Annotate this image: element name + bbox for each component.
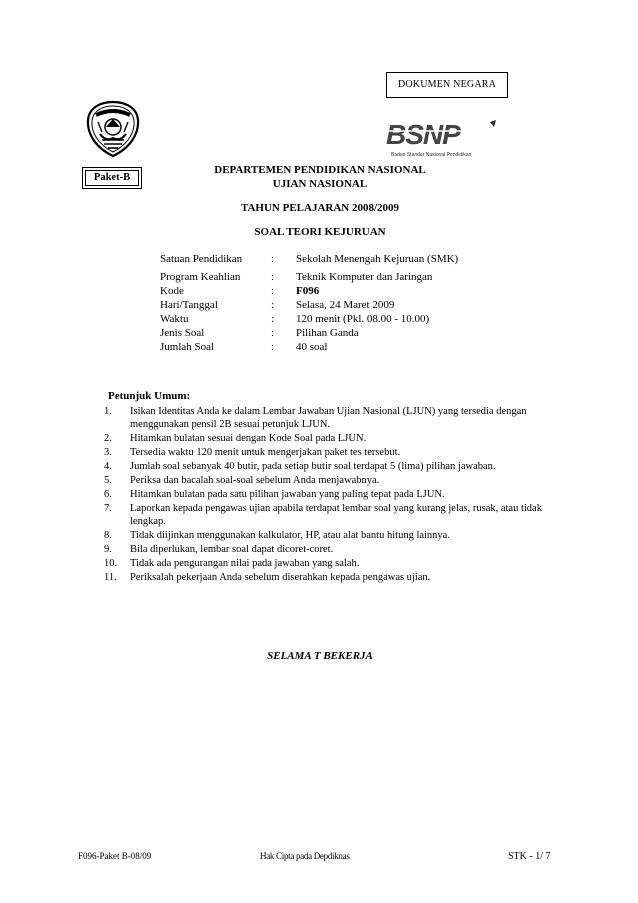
footer-copyright: Hak Cipta pada Depdiknas bbox=[260, 851, 350, 861]
info-label: Jumlah Soal bbox=[160, 341, 215, 353]
instruction-text: Periksa dan bacalah soal-soal sebelum Anda menjawabnya. bbox=[130, 475, 380, 486]
instruction-text: Tidak ada pengurangan nilai pada jawaban yang salah. bbox=[130, 558, 360, 569]
instructions-title: Petunjuk Umum: bbox=[108, 390, 191, 402]
instruction-number: 3. bbox=[104, 447, 112, 458]
instruction-number: 10. bbox=[104, 558, 118, 569]
instruction-text: Hitamkan bulatan pada satu pilihan jawaban yang paling tepat pada LJUN. bbox=[130, 489, 445, 500]
info-label: Waktu bbox=[160, 313, 189, 325]
academic-year-title: TAHUN PELAJARAN 2008/2009 bbox=[240, 202, 400, 214]
paket-label: Paket-B bbox=[93, 172, 131, 183]
instruction-number: 2. bbox=[104, 433, 112, 444]
info-label: Kode bbox=[160, 285, 184, 297]
info-colon: : bbox=[271, 313, 275, 325]
paket-label-box bbox=[82, 167, 142, 189]
instruction-number: 4. bbox=[104, 461, 112, 472]
tut-wuri-handayani-emblem bbox=[82, 98, 144, 160]
instruction-text: Isikan Identitas Anda ke dalam Lembar Jawaban Ujian Nasional (LJUN) yang tersedia dengan menggunakan pensil 2B sesuai petunjuk LJUN. bbox=[130, 406, 527, 431]
info-value: Sekolah Menengah Kejuruan (SMK) bbox=[296, 253, 459, 265]
info-label: Hari/Tanggal bbox=[160, 299, 218, 311]
instruction-text: Tersedia waktu 120 menit untuk mengerjakan paket tes tersebut. bbox=[130, 447, 401, 458]
instruction-item bbox=[104, 405, 554, 432]
footer-page-number: STK - 1/ 7 bbox=[508, 851, 551, 862]
footer-code: F096-Paket B-08/09 bbox=[78, 851, 152, 861]
instruction-text: Hitamkan bulatan sesuai dengan Kode Soal pada LJUN. bbox=[130, 433, 367, 444]
info-colon: : bbox=[271, 253, 275, 265]
instruction-number: 11. bbox=[104, 572, 117, 583]
info-label: Satuan Pendidikan bbox=[160, 253, 243, 265]
exam-title: UJIAN NASIONAL bbox=[272, 178, 368, 190]
instruction-number: 9. bbox=[104, 544, 112, 555]
info-colon: : bbox=[271, 285, 275, 297]
info-value: 40 soal bbox=[296, 341, 328, 353]
instruction-number: 1. bbox=[104, 406, 112, 417]
department-title: DEPARTEMEN PENDIDIKAN NASIONAL bbox=[214, 164, 426, 176]
instruction-text: Laporkan kepada pengawas ujian apabila terdapat lembar soal yang kurang jelas, rusak, atau tidak lengkap. bbox=[130, 503, 542, 528]
subject-title: SOAL TEORI KEJURUAN bbox=[254, 226, 386, 238]
info-value: 120 menit (Pkl. 08.00 - 10.00) bbox=[296, 313, 430, 325]
bsnp-logo bbox=[386, 118, 511, 162]
info-colon: : bbox=[271, 299, 275, 311]
info-colon: : bbox=[271, 271, 275, 283]
instruction-number: 8. bbox=[104, 530, 112, 541]
info-label: Jenis Soal bbox=[160, 327, 205, 339]
instruction-number: 5. bbox=[104, 475, 112, 486]
info-value: F096 bbox=[296, 285, 320, 297]
instruction-number: 7. bbox=[104, 503, 112, 514]
info-colon: : bbox=[271, 341, 275, 353]
document-classification-label: DOKUMEN NEGARA bbox=[386, 72, 508, 98]
instruction-text: Tidak diijinkan menggunakan kalkulator, HP, atau alat bantu hitung lainnya. bbox=[130, 530, 450, 541]
info-colon: : bbox=[271, 327, 275, 339]
instruction-text: Jumlah soal sebanyak 40 butir, pada setiap butir soal terdapat 5 (lima) pilihan jawaban. bbox=[130, 461, 496, 472]
svg-text:Badan Standar Nasional Pendidi: Badan Standar Nasional Pendidikan bbox=[391, 152, 472, 158]
svg-text:BSNP: BSNP bbox=[386, 119, 460, 150]
instruction-text: Bila diperlukan, lembar soal dapat dicoret-coret. bbox=[130, 544, 334, 555]
info-value: Pilihan Ganda bbox=[296, 327, 359, 339]
info-value: Teknik Komputer dan Jaringan bbox=[296, 271, 433, 283]
instruction-text: Periksalah pekerjaan Anda sebelum diserahkan kepada pengawas ujian. bbox=[130, 572, 431, 583]
info-value: Selasa, 24 Maret 2009 bbox=[296, 299, 395, 311]
info-label: Program Keahlian bbox=[160, 271, 241, 283]
closing-message: SELAMA T BEKERJA bbox=[267, 650, 373, 662]
instruction-number: 6. bbox=[104, 489, 112, 500]
